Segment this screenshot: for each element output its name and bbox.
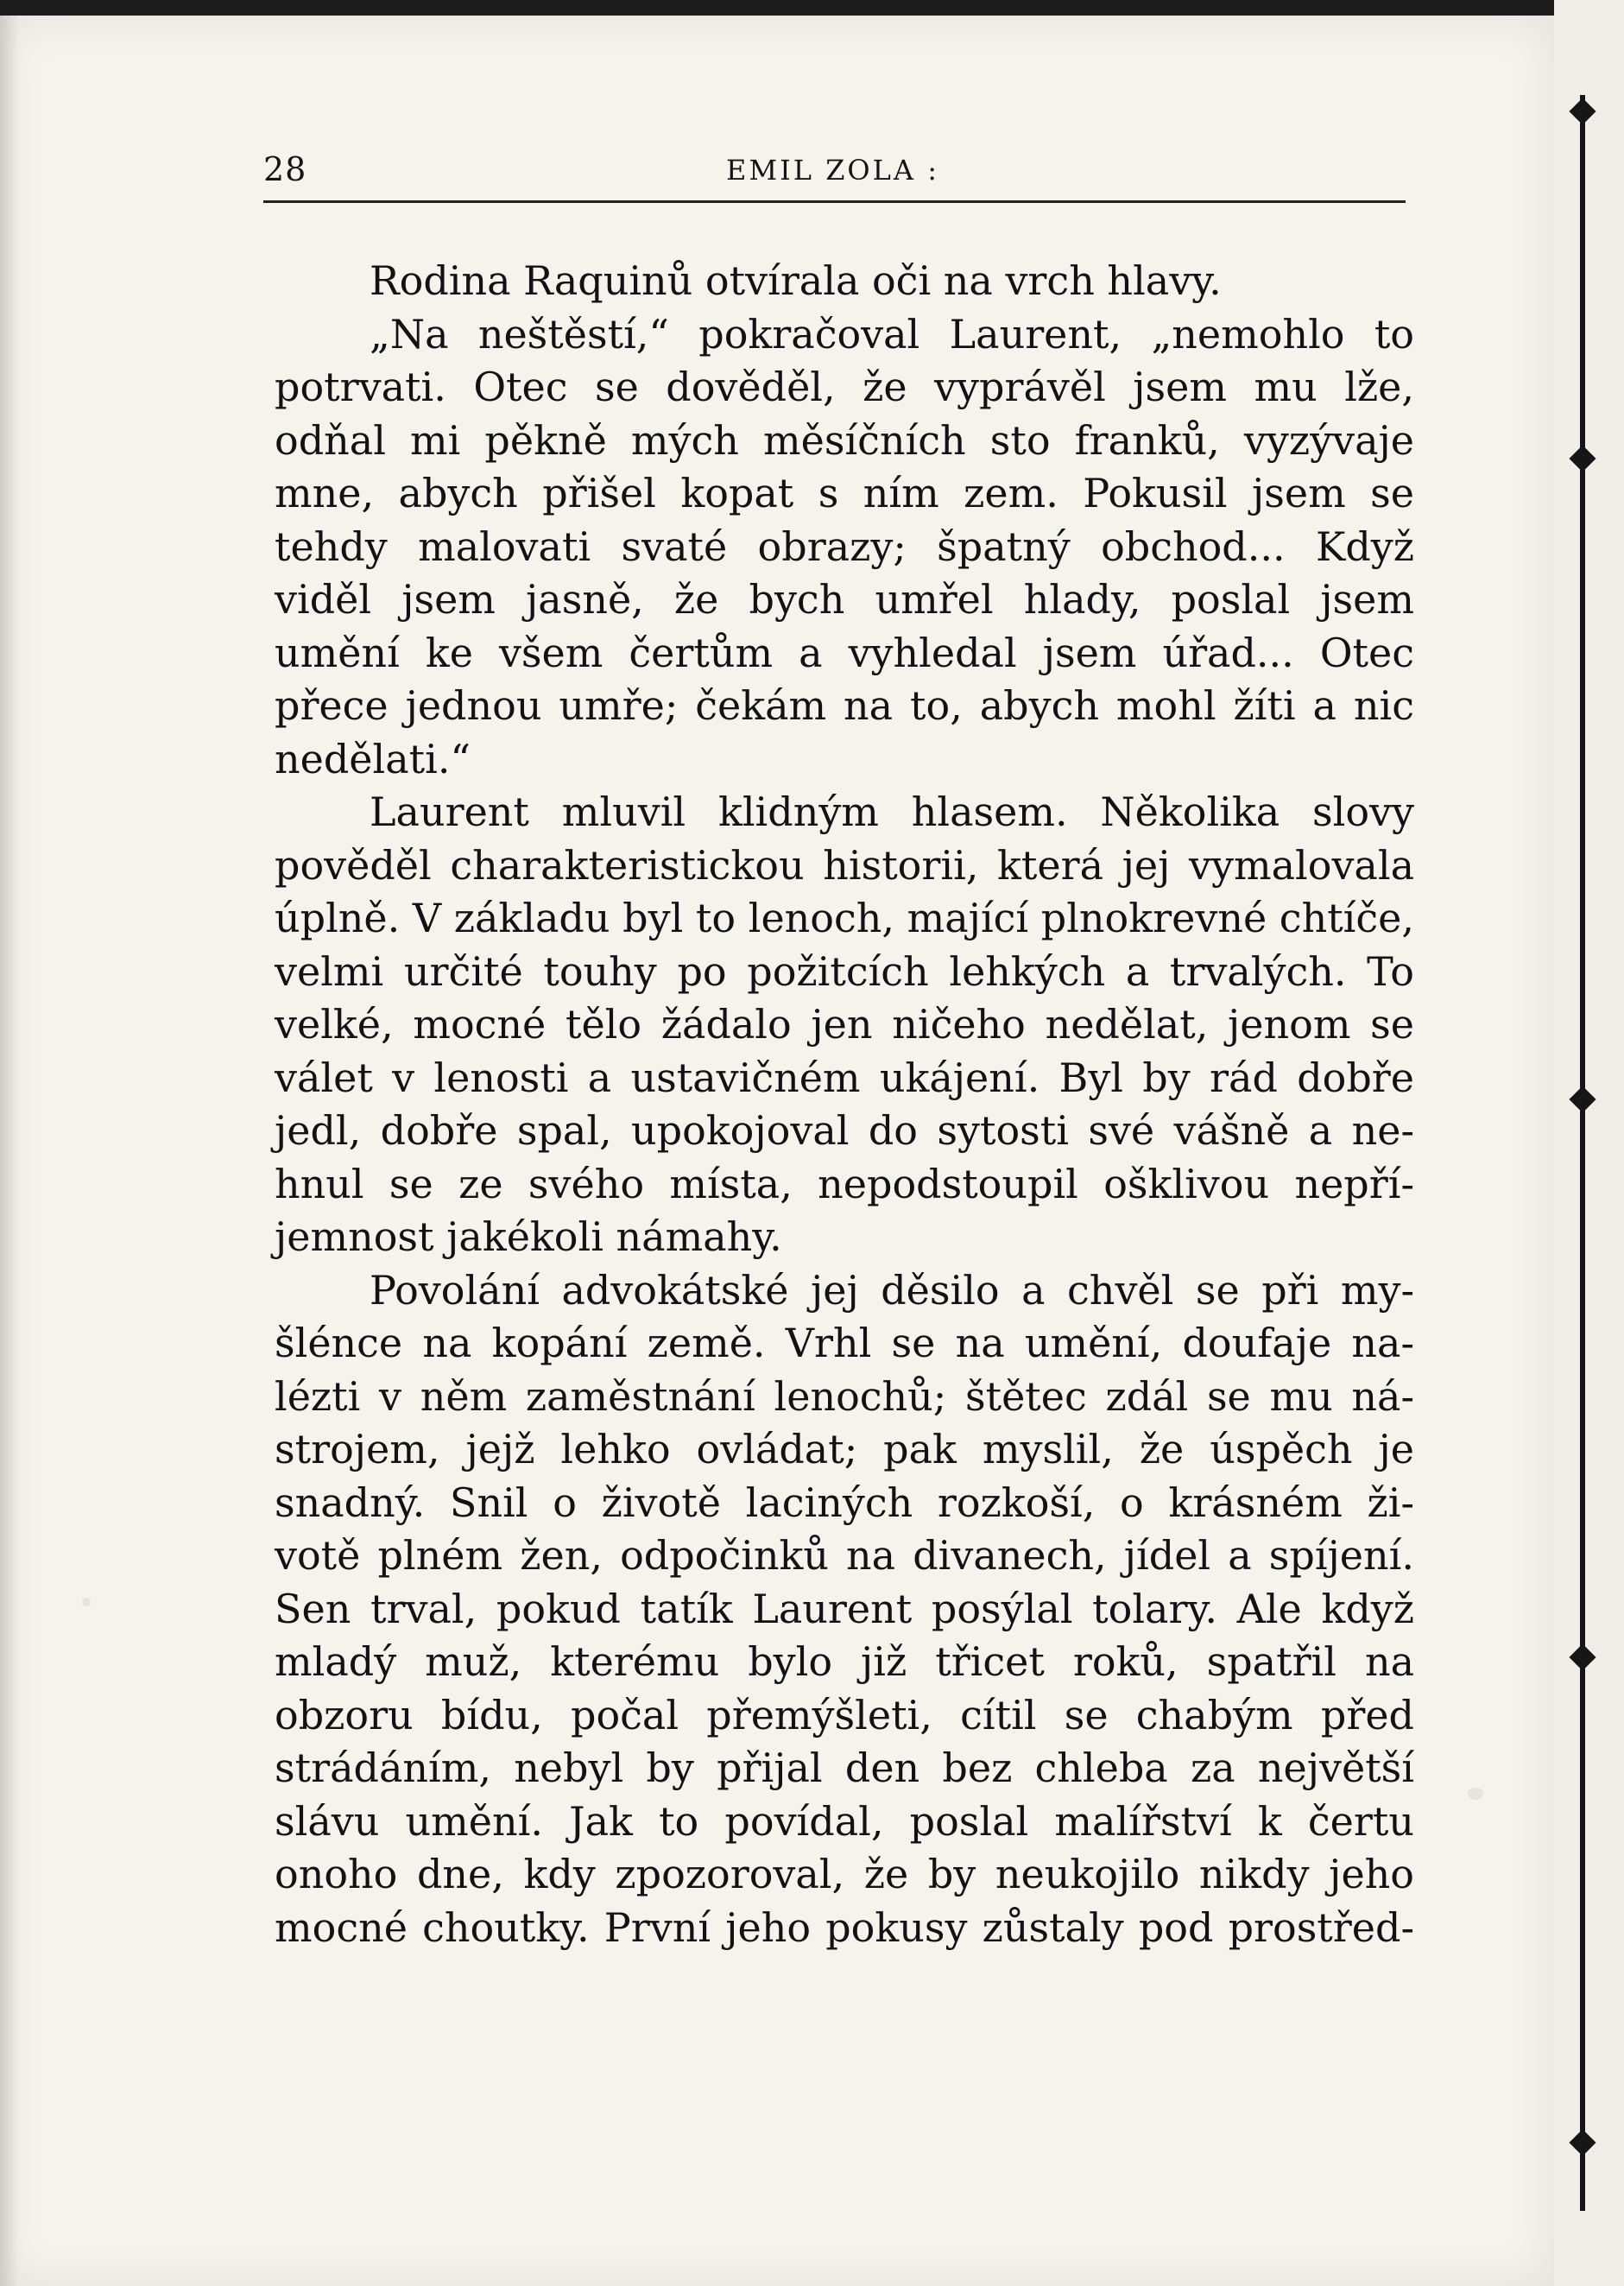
text-line: strojem, jejž lehko ovládat; pak myslil, že úspěch je [275, 1426, 1414, 1472]
page-edge-shadow [0, 16, 19, 2286]
text-line: Laurent mluvil klidným hlasem. Několika slovy [370, 788, 1414, 835]
text-line: mladý muž, kterému bylo již třicet roků, spatřil na [275, 1638, 1414, 1685]
text-line: velké, mocné tělo žádalo jen ničeho nedělat, jenom se [275, 1001, 1414, 1048]
text-line: strádáním, nebyl by přijal den bez chleba za největší [275, 1745, 1414, 1791]
running-title: EMIL ZOLA : [726, 154, 939, 187]
text-line: hnul se ze svého místa, nepodstoupil ošklivou nepří- [275, 1160, 1414, 1207]
text-line: „Na neštěstí,“ pokračoval Laurent, „nemohlo to [370, 310, 1414, 358]
text-line: jedl, dobře spal, upokojoval do sytosti své vášně a ne- [275, 1107, 1414, 1154]
text-line: šlénce na kopání země. Vrhl se na umění, doufaje na- [275, 1320, 1414, 1366]
page-number: 28 [263, 150, 307, 188]
text-line: Povolání advokátské jej děsilo a chvěl se při my- [370, 1266, 1414, 1314]
text-line: Sen trval, pokud tatík Laurent posýlal tolary. Ale když [275, 1585, 1414, 1632]
text-line: umění ke všem čertům a vyhledal jsem úřad... Otec [275, 629, 1414, 676]
text-line: nedělati.“ [275, 735, 471, 782]
text-line: obzoru bídu, počal přemýšleti, cítil se chabým před [275, 1691, 1414, 1738]
paper-speck [82, 1598, 91, 1606]
text-line: lézti v něm zaměstnání lenochů; štětec zdál se mu ná- [275, 1372, 1414, 1420]
text-line: válet v lenosti a ustavičném ukájení. Byl by rád dobře [275, 1054, 1414, 1101]
text-line: votě plném žen, odpočinků na divanech, jídel a spíjení. [275, 1532, 1414, 1579]
text-line: úplně. V základu byl to lenoch, mající plnokrevné chtíče, [275, 895, 1414, 941]
book-binding [1554, 0, 1624, 2286]
text-line: Rodina Raquinů otvírala oči na vrch hlavy. [370, 257, 1222, 304]
text-line: slávu umění. Jak to povídal, poslal malířství k čertu [275, 1797, 1414, 1845]
body-text [275, 255, 1414, 1954]
text-line: snadný. Snil o životě laciných rozkoší, o krásném ži- [275, 1479, 1414, 1526]
text-line: přece jednou umře; čekám na to, abych mohl žíti a nic [275, 682, 1414, 729]
paper-speck [1468, 1788, 1483, 1800]
binding-stitch-line [1580, 95, 1585, 2211]
text-line: onoho dne, kdy zpozoroval, že by neukojilo nikdy jeho [275, 1851, 1414, 1897]
text-line: jemnost jakékoli námahy. [275, 1213, 782, 1260]
page-header [263, 147, 1406, 203]
text-line: pověděl charakteristickou historii, která jej vymalovala [275, 841, 1414, 889]
text-line: odňal mi pěkně mých měsíčních sto franků, vyzývaje [275, 416, 1414, 464]
text-line: velmi určité touhy po požitcích lehkých a trvalých. To [275, 947, 1414, 995]
text-line: mne, abych přišel kopat s ním zem. Pokusil jsem se [275, 470, 1414, 516]
text-line: potrvati. Otec se dověděl, že vyprávěl jsem mu lže, [275, 364, 1414, 410]
text-line: mocné choutky. První jeho pokusy zůstaly pod prostřed- [275, 1903, 1414, 1951]
text-line: viděl jsem jasně, že bych umřel hlady, poslal jsem [275, 576, 1414, 623]
text-line: tehdy malovati svaté obrazy; špatný obchod... Když [275, 522, 1414, 570]
